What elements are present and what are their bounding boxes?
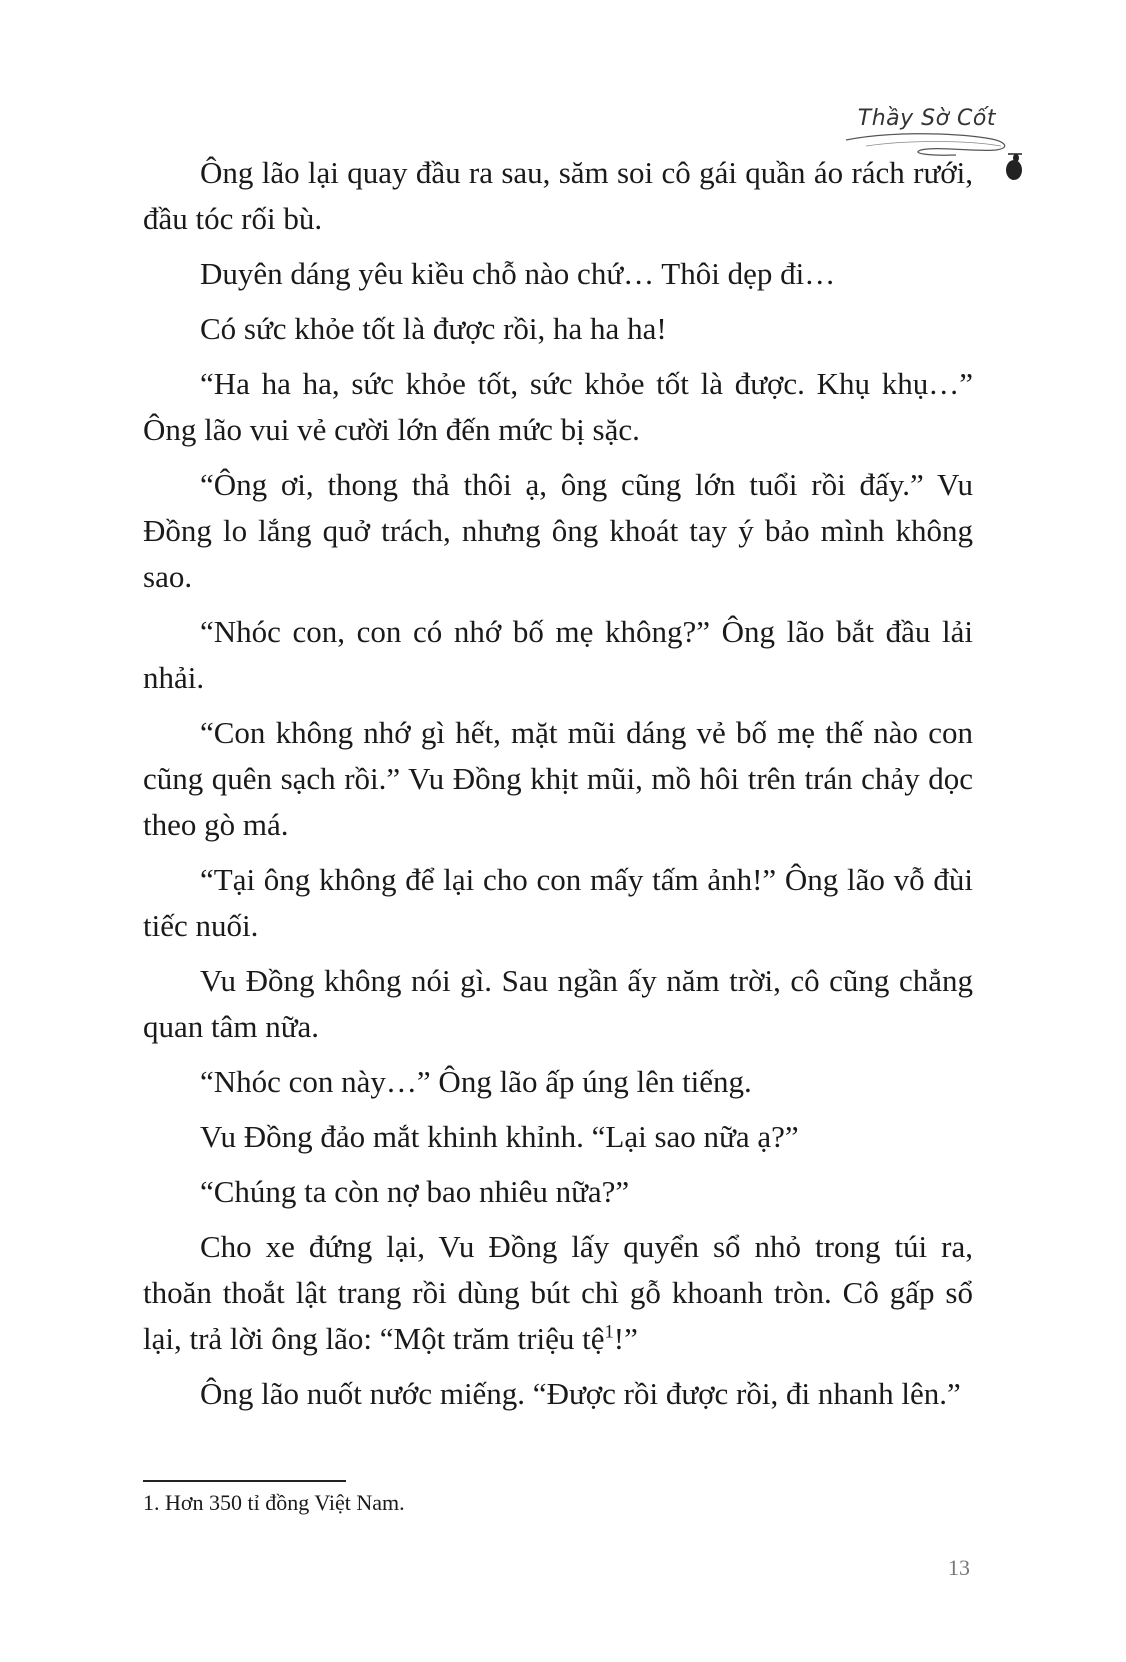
body-text	[143, 150, 973, 1426]
paragraph: “Ha ha ha, sức khỏe tốt, sức khỏe tốt là được. Khụ khụ…” Ông lão vui vẻ cười lớn đến mức bị sặc.	[143, 366, 973, 447]
paragraph-with-footnote	[143, 1224, 973, 1362]
paragraph: Vu Đồng không nói gì. Sau ngần ấy năm trời, cô cũng chẳng quan tâm nữa.	[143, 963, 973, 1044]
paragraph: “Nhóc con này…” Ông lão ấp úng lên tiếng.	[200, 1064, 752, 1099]
paragraph: Ông lão nuốt nước miếng. “Được rồi được rồi, đi nhanh lên.”	[200, 1376, 961, 1411]
footnote-reference[interactable]: 1	[604, 1321, 614, 1343]
paragraph: “Ông ơi, thong thả thôi ạ, ông cũng lớn tuổi rồi đấy.” Vu Đồng lo lắng quở trách, nhưng ông khoát tay ý bảo mình không sao.	[143, 467, 973, 594]
page-number: 13	[948, 1555, 970, 1580]
footnote-number: 1.	[143, 1490, 160, 1515]
paragraph: “Chúng ta còn nợ bao nhiêu nữa?”	[200, 1174, 630, 1209]
book-title: Thầy Sờ Cốt	[857, 106, 996, 131]
paragraph-text-end: !”	[613, 1321, 638, 1356]
footnote	[143, 1488, 405, 1518]
paragraph: Duyên dáng yêu kiều chỗ nào chứ… Thôi dẹp đi…	[200, 256, 836, 291]
paragraph: Ông lão lại quay đầu ra sau, săm soi cô gái quần áo rách rưới, đầu tóc rối bù.	[143, 155, 973, 236]
paragraph-text: Cho xe đứng lại, Vu Đồng lấy quyển sổ nhỏ trong túi ra, thoăn thoắt lật trang rồi dùng bút chì gỗ khoanh tròn. Cô gấp sổ lại, trả lời ông lão: “Một trăm triệu tệ	[143, 1229, 973, 1356]
footnote-divider	[143, 1480, 346, 1482]
paragraph: “Tại ông không để lại cho con mấy tấm ảnh!” Ông lão vỗ đùi tiếc nuối.	[143, 862, 973, 943]
paragraph: Có sức khỏe tốt là được rồi, ha ha ha!	[200, 311, 667, 346]
paragraph: Vu Đồng đảo mắt khinh khỉnh. “Lại sao nữa ạ?”	[200, 1119, 799, 1154]
paragraph: “Con không nhớ gì hết, mặt mũi dáng vẻ bố mẹ thế nào con cũng quên sạch rồi.” Vu Đồng khịt mũi, mồ hôi trên trán chảy dọc theo gò má.	[143, 715, 973, 842]
paragraph: “Nhóc con, con có nhớ bố mẹ không?” Ông lão bắt đầu lải nhải.	[143, 614, 973, 695]
footnote-text: Hơn 350 tỉ đồng Việt Nam.	[165, 1490, 405, 1515]
